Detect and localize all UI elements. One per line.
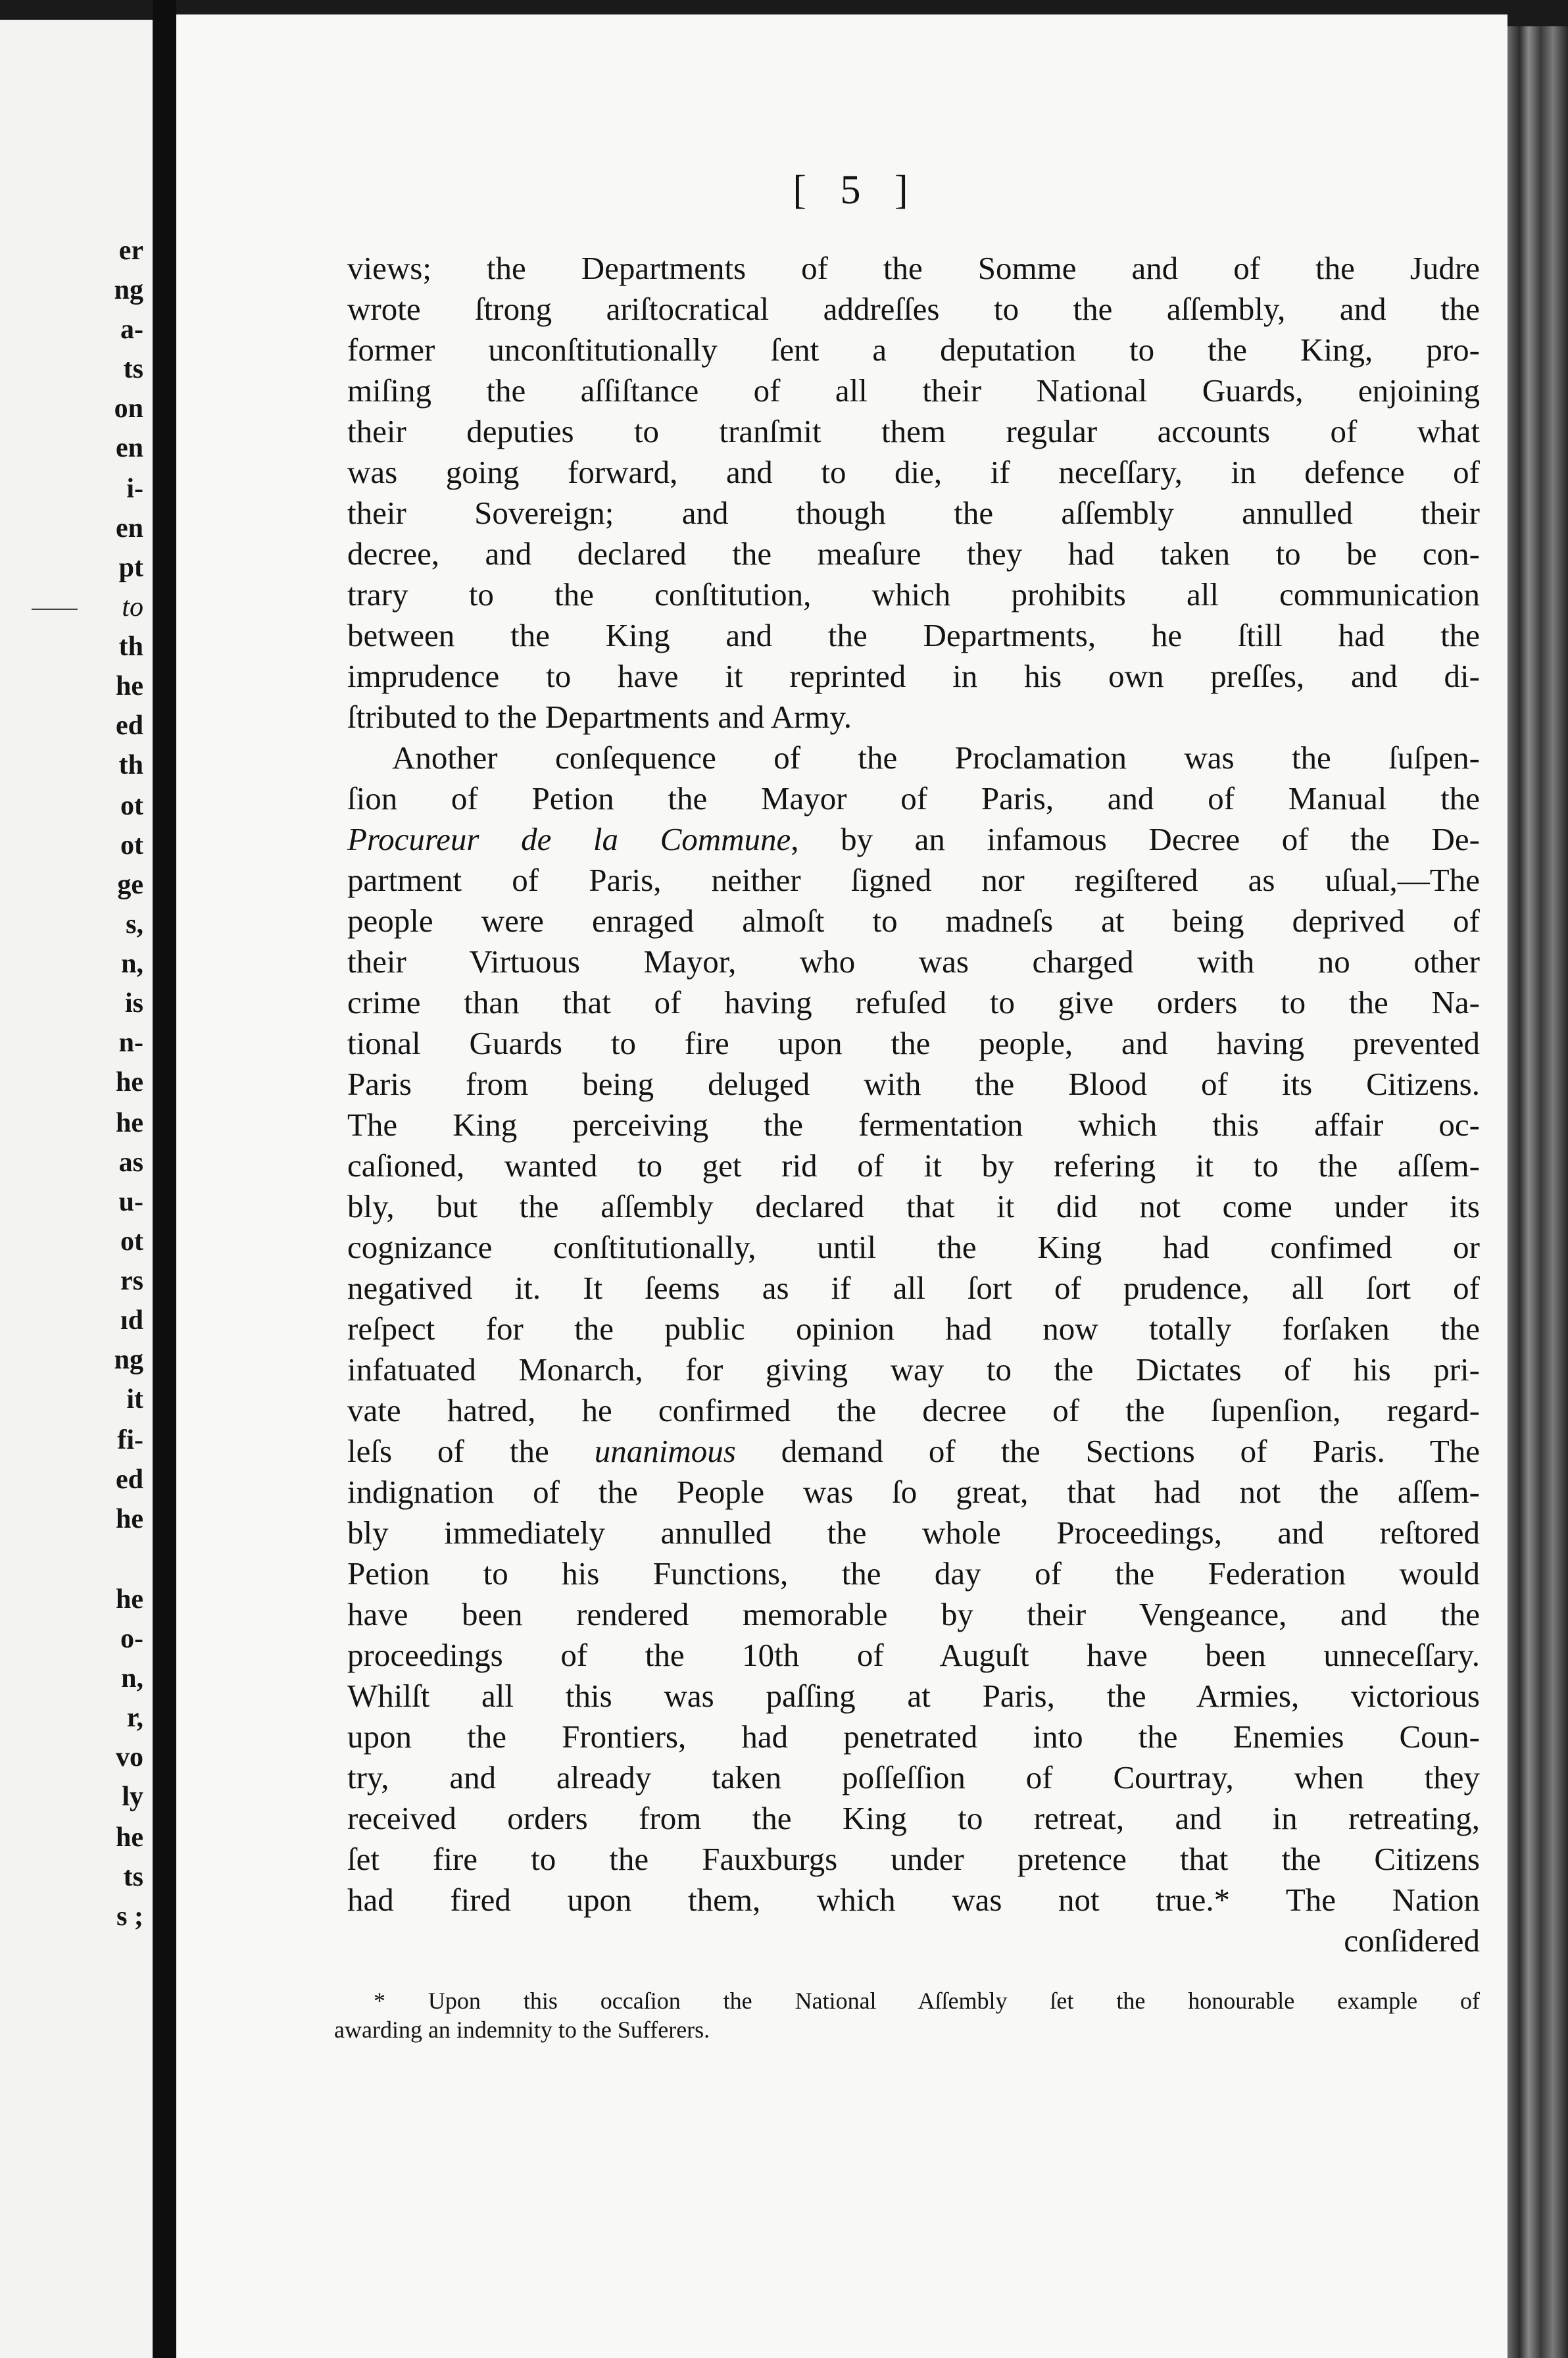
text-line: tional Guards to fire upon the people, and having prevented: [347, 1025, 1480, 1061]
text-line: ſtributed to the Departments and Army.: [347, 699, 852, 735]
text-line: decree, and declared the meaſure they had taken to be con-: [347, 536, 1480, 572]
previous-page-line-ending: on: [114, 393, 143, 424]
previous-page-line-ending: er: [118, 236, 143, 266]
previous-page-line-ending: ng: [114, 275, 143, 305]
text-line: leſs of the unanimous demand of the Sections of Paris. The: [347, 1433, 1480, 1469]
previous-page-line-ending: ts: [123, 354, 143, 384]
previous-page-line-ending: en: [116, 433, 143, 463]
text-line: wrote ſtrong ariſtocratical addreſſes to the aſſembly, and the: [347, 291, 1480, 327]
text-line: caſioned, wanted to get rid of it by refering it to the aſſem-: [347, 1147, 1480, 1184]
text-line: reſpect for the public opinion had now totally forſaken the: [347, 1311, 1480, 1347]
text-line: indignation of the People was ſo great, that had not the aſſem-: [347, 1474, 1480, 1510]
page-edge: [1507, 26, 1568, 2358]
previous-page-line-ending: pt: [118, 553, 143, 583]
text-line: people were enraged almoſt to madneſs at being deprived of: [347, 903, 1480, 939]
footnote: [334, 1986, 1480, 2044]
margin-rule: [32, 609, 78, 610]
previous-page-line-ending: ng: [114, 1345, 143, 1375]
text-line: former unconſtitutionally ſent a deputation to the King, pro-: [347, 332, 1480, 368]
text-line: had fired upon them, which was not true.* The Nation: [347, 1882, 1480, 1918]
previous-page-line-ending: ge: [117, 870, 143, 900]
previous-page-line-ending: ts: [123, 1862, 143, 1892]
text-line: was going forward, and to die, if neceſſary, in defence of: [347, 454, 1480, 490]
text-line: try, and already taken poſſeſſion of Courtray, when they: [347, 1759, 1480, 1795]
previous-page-line-ending: u-: [118, 1187, 143, 1217]
previous-page-line-ending: n,: [121, 1663, 143, 1693]
paragraph-start-line: Another conſequence of the Proclamation was the ſuſpen-: [392, 740, 1480, 776]
text-line: bly, but the aſſembly declared that it did not come under its: [347, 1188, 1480, 1224]
previous-page-line-ending: ed: [116, 1465, 143, 1495]
text-line: have been rendered memorable by their Vengeance, and the: [347, 1596, 1480, 1632]
previous-page-line-ending: to: [122, 592, 143, 622]
previous-page-line-ending: ot: [120, 791, 143, 821]
text-line: Whilſt all this was paſſing at Paris, the Armies, victorious: [347, 1678, 1480, 1714]
previous-page-line-ending: is: [124, 988, 143, 1018]
previous-page-line-ending: en: [116, 513, 143, 543]
previous-page-line-ending: he: [116, 1504, 143, 1534]
text-line: bly immediately annulled the whole Proceedings, and reſtored: [347, 1515, 1480, 1551]
text-line: Petion to his Functions, the day of the Federation would: [347, 1555, 1480, 1592]
text-line: ſet fire to the Fauxburgs under pretence that the Citizens: [347, 1841, 1480, 1877]
previous-page-line-ending: rs: [120, 1266, 143, 1296]
italic-phrase: Procureur de la Commune: [347, 821, 791, 857]
text-line: ſion of Petion the Mayor of Paris, and of Manual the: [347, 780, 1480, 816]
previous-page-line-ending: he: [116, 671, 143, 701]
catchword: conſidered: [1344, 1922, 1480, 1959]
previous-page-line-ending: s ;: [116, 1901, 143, 1932]
body-text: [347, 248, 1480, 1961]
previous-page-line-ending: ıd: [120, 1305, 143, 1336]
book-gutter: [153, 0, 176, 2358]
previous-page-line-ending: r,: [126, 1703, 143, 1733]
footnote-line: * Upon this occaſion the National Aſſembly ſet the honourable example of: [374, 1988, 1480, 2014]
previous-page-line-ending: it: [126, 1384, 143, 1415]
previous-page-line-ending: th: [118, 632, 143, 662]
text-line: The King perceiving the fermentation which this affair oc-: [347, 1107, 1480, 1143]
text-line: Procureur de la Commune, by an infamous Decree of the De-: [347, 821, 1480, 857]
italic-phrase: unanimous: [594, 1433, 736, 1469]
text-line: miſing the aſſiſtance of all their National Guards, enjoining: [347, 372, 1480, 409]
previous-page-line-ending: vo: [116, 1742, 143, 1772]
previous-page-line-ending: ot: [120, 1226, 143, 1257]
previous-page-line-ending: as: [118, 1147, 143, 1178]
text-line: imprudence to have it reprinted in his own preſſes, and di-: [347, 658, 1480, 694]
text-line: their deputies to tranſmit them regular accounts of what: [347, 413, 1480, 449]
previous-page-line-ending: i-: [126, 474, 143, 504]
text-line: views; the Departments of the Somme and of the Judre: [347, 250, 1480, 286]
text-line: proceedings of the 10th of Auguſt have been unneceſſary.: [347, 1637, 1480, 1673]
text-line: crime than that of having refuſed to give orders to the Na-: [347, 984, 1480, 1020]
text-line: Paris from being deluged with the Blood of its Citizens.: [347, 1066, 1480, 1102]
text-line: trary to the conſtitution, which prohibits all communication: [347, 576, 1480, 613]
previous-page-line-ending: ly: [122, 1782, 143, 1812]
previous-page-line-ending: he: [116, 1584, 143, 1615]
previous-page-line-ending: ed: [116, 711, 143, 741]
text-line: their Virtuous Mayor, who was charged with no other: [347, 943, 1480, 980]
previous-page-line-ending: a-: [120, 314, 143, 345]
book-page: [176, 14, 1507, 2358]
previous-page-line-ending: ot: [120, 830, 143, 861]
text-line: their Sovereign; and though the aſſembly annulled their: [347, 495, 1480, 531]
text-line: cognizance conſtitutionally, until the King had confimed or: [347, 1229, 1480, 1265]
previous-page-line-ending: n-: [118, 1028, 143, 1058]
previous-page-line-ending: he: [116, 1822, 143, 1853]
text-line: between the King and the Departments, he ſtill had the: [347, 617, 1480, 653]
previous-page-line-ending: n,: [121, 949, 143, 979]
text-line: upon the Frontiers, had penetrated into the Enemies Coun-: [347, 1718, 1480, 1755]
previous-page-line-ending: he: [116, 1108, 143, 1138]
previous-page-line-ending: s,: [126, 909, 143, 940]
text-line: received orders from the King to retreat, and in retreating,: [347, 1800, 1480, 1836]
text-line: infatuated Monarch, for giving way to the Dictates of his pri-: [347, 1351, 1480, 1388]
footnote-line: awarding an indemnity to the Sufferers.: [334, 2017, 710, 2043]
page-number: [ 5 ]: [793, 168, 920, 213]
previous-page-line-ending: th: [118, 750, 143, 780]
previous-page-line-ending: he: [116, 1067, 143, 1097]
text-line: partment of Paris, neither ſigned nor regiſtered as uſual,—The: [347, 862, 1480, 898]
previous-page-line-ending: fi-: [117, 1425, 143, 1455]
previous-page-fragment: [0, 20, 153, 2358]
text-line: vate hatred, he confirmed the decree of the ſupenſion, regard-: [347, 1392, 1480, 1428]
text-line: negatived it. It ſeems as if all ſort of prudence, all ſort of: [347, 1270, 1480, 1306]
previous-page-line-ending: o-: [120, 1624, 143, 1654]
